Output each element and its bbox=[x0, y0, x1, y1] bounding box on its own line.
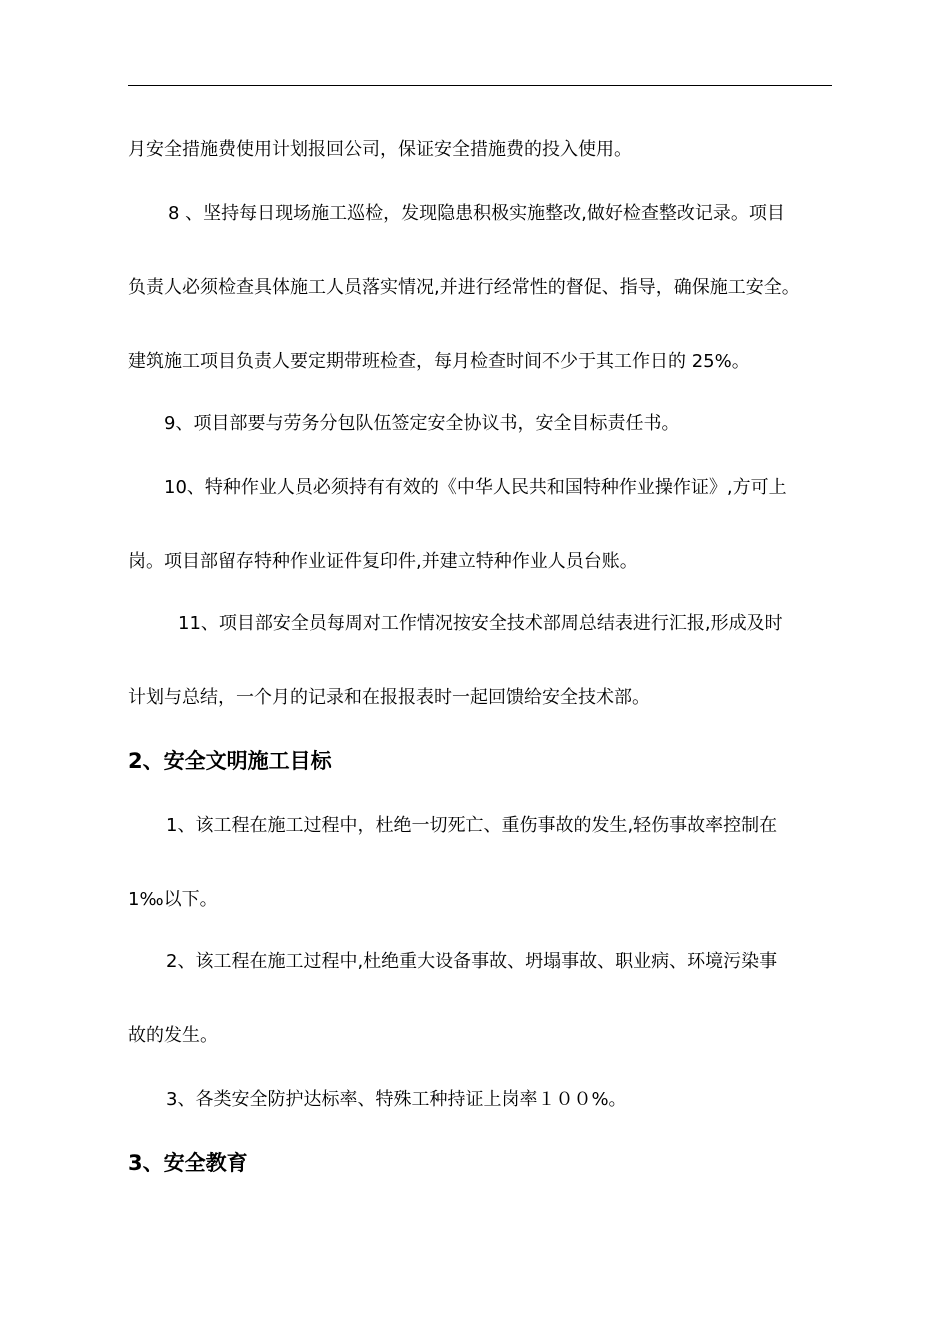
paragraph-line: 11、项目部安全员每周对工作情况按安全技术部周总结表进行汇报,形成及时 bbox=[178, 613, 783, 634]
paragraph-line: 10、特种作业人员必须持有有效的《中华人民共和国特种作业操作证》,方可上 bbox=[164, 477, 787, 498]
paragraph-line: 岗。项目部留存特种作业证件复印件,并建立特种作业人员台账。 bbox=[128, 551, 638, 572]
paragraph-line: 计划与总结，一个月的记录和在报报表时一起回馈给安全技术部。 bbox=[128, 687, 650, 708]
paragraph-line: 1、该工程在施工过程中，杜绝一切死亡、重伤事故的发生,轻伤事故率控制在 bbox=[166, 815, 778, 836]
paragraph-line: 月安全措施费使用计划报回公司，保证安全措施费的投入使用。 bbox=[128, 139, 632, 160]
paragraph-line: 建筑施工项目负责人要定期带班检查，每月检查时间不少于其工作日的 25%。 bbox=[128, 351, 750, 372]
paragraph-line: 8 、坚持每日现场施工巡检，发现隐患积极实施整改,做好检查整改记录。项目 bbox=[168, 203, 785, 224]
paragraph-line: 故的发生。 bbox=[128, 1025, 218, 1046]
section-heading: 3、安全教育 bbox=[128, 1151, 248, 1175]
header-rule bbox=[128, 85, 832, 86]
paragraph-line: 9、项目部要与劳务分包队伍签定安全协议书，安全目标责任书。 bbox=[164, 413, 680, 434]
paragraph-line: 1‰以下。 bbox=[128, 889, 218, 910]
paragraph-line: 负责人必须检查具体施工人员落实情况,并进行经常性的督促、指导，确保施工安全。 bbox=[128, 277, 800, 298]
paragraph-line: 3、各类安全防护达标率、特殊工种持证上岗率１００%。 bbox=[166, 1089, 627, 1110]
paragraph-line: 2、该工程在施工过程中,杜绝重大设备事故、坍塌事故、职业病、环境污染事 bbox=[166, 951, 778, 972]
section-heading: 2、安全文明施工目标 bbox=[128, 749, 332, 773]
